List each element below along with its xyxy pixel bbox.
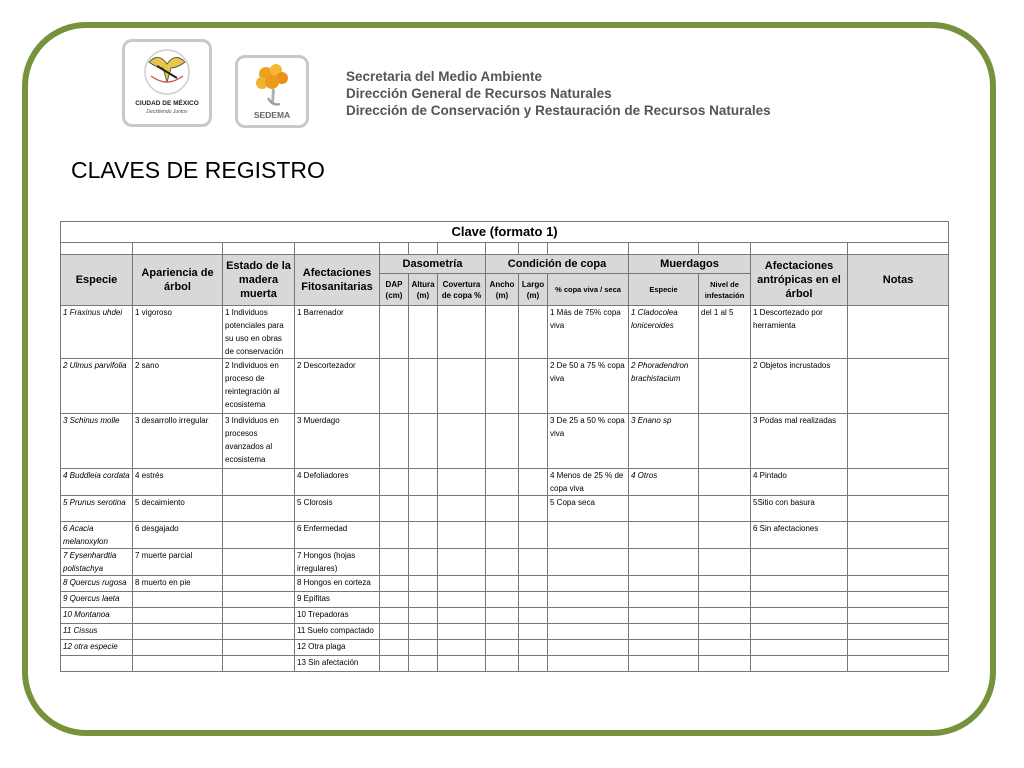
cell-afectacion-fitosanitaria: 6 Enfermedad	[295, 522, 380, 549]
header-notas: Notas	[848, 255, 949, 306]
cell-especie: 5 Prunus serotina	[61, 496, 133, 522]
cell-afectacion-antropica: 3 Podas mal realizadas	[751, 414, 848, 469]
table-row	[61, 640, 949, 656]
tree-icon	[238, 58, 306, 125]
table-row	[61, 624, 949, 640]
cell-apariencia: 6 desgajado	[133, 522, 223, 549]
cell-muerdago-especie	[629, 624, 699, 640]
cell-ancho	[486, 656, 519, 672]
cell-especie: 1 Fraxinus uhdei	[61, 306, 133, 359]
cell-largo	[519, 306, 548, 359]
cell-dap	[380, 522, 409, 549]
header-especie: Especie	[61, 255, 133, 306]
cdmx-logo-text: CIUDAD DE MÉXICO	[135, 100, 199, 107]
cell-ancho	[486, 608, 519, 624]
cell-muerdago-especie	[629, 496, 699, 522]
cell-dap	[380, 608, 409, 624]
cell-estado	[223, 656, 295, 672]
header-apariencia: Apariencia de árbol	[133, 255, 223, 306]
cell-notas	[848, 576, 949, 592]
cell-ancho	[486, 359, 519, 414]
table-row	[61, 592, 949, 608]
cell-dap	[380, 469, 409, 496]
cell-altura	[409, 656, 438, 672]
table-row	[61, 549, 949, 576]
cell-ancho	[486, 414, 519, 469]
cell-especie: 3 Schinus molle	[61, 414, 133, 469]
cell-nivel-infestacion	[699, 496, 751, 522]
cell-apariencia: 7 muerte parcial	[133, 549, 223, 576]
cell-afectacion-fitosanitaria: 13 Sin afectación	[295, 656, 380, 672]
cell-estado	[223, 608, 295, 624]
cell-notas	[848, 414, 949, 469]
header-muerdago-especie: Especie	[629, 274, 699, 306]
table-row	[61, 414, 949, 469]
cell-nivel-infestacion	[699, 576, 751, 592]
cell-largo	[519, 624, 548, 640]
cell-afectacion-antropica	[751, 549, 848, 576]
cell-largo	[519, 656, 548, 672]
header-largo: Largo (m)	[519, 274, 548, 306]
cell-estado	[223, 640, 295, 656]
cell-notas	[848, 592, 949, 608]
cell-nivel-infestacion: del 1 al 5	[699, 306, 751, 359]
cell-muerdago-especie: 3 Enano sp	[629, 414, 699, 469]
cdmx-logo	[122, 39, 212, 127]
cell-altura	[409, 624, 438, 640]
sedema-logo	[235, 55, 309, 128]
cell-muerdago-especie	[629, 608, 699, 624]
cell-afectacion-antropica	[751, 656, 848, 672]
cell-cobertura	[438, 608, 486, 624]
table-caption: Clave (formato 1)	[61, 222, 949, 243]
cell-ancho	[486, 496, 519, 522]
cell-copa-viva	[548, 640, 629, 656]
cell-especie: 6 Acacia melanoxylon	[61, 522, 133, 549]
cell-notas	[848, 306, 949, 359]
cell-largo	[519, 549, 548, 576]
cell-apariencia: 5 decaimiento	[133, 496, 223, 522]
cell-apariencia	[133, 608, 223, 624]
cell-estado: 2 Individuos en proceso de reintegración al ecosistema	[223, 359, 295, 414]
cell-apariencia: 1 vigoroso	[133, 306, 223, 359]
cell-altura	[409, 522, 438, 549]
cell-estado: 3 Individuos en procesos avanzados al ecosistema	[223, 414, 295, 469]
table-row	[61, 608, 949, 624]
cell-notas	[848, 656, 949, 672]
cell-estado	[223, 522, 295, 549]
cell-altura	[409, 640, 438, 656]
cell-dap	[380, 414, 409, 469]
page-title: CLAVES DE REGISTRO	[71, 157, 325, 183]
cell-notas	[848, 549, 949, 576]
cell-dap	[380, 576, 409, 592]
cell-ancho	[486, 306, 519, 359]
cell-copa-viva: 3 De 25 a 50 % copa viva	[548, 414, 629, 469]
cell-altura	[409, 576, 438, 592]
cell-notas	[848, 522, 949, 549]
cell-afectacion-antropica	[751, 576, 848, 592]
cell-largo	[519, 592, 548, 608]
cell-cobertura	[438, 469, 486, 496]
cell-copa-viva	[548, 522, 629, 549]
cell-nivel-infestacion	[699, 414, 751, 469]
cell-ancho	[486, 624, 519, 640]
cell-afectacion-antropica: 2 Objetos incrustados	[751, 359, 848, 414]
cell-nivel-infestacion	[699, 359, 751, 414]
cell-nivel-infestacion	[699, 640, 751, 656]
header-dap: DAP (cm)	[380, 274, 409, 306]
header-dasometria: Dasometría	[380, 255, 486, 274]
cell-muerdago-especie: 4 Otros	[629, 469, 699, 496]
cell-ancho	[486, 522, 519, 549]
cell-dap	[380, 306, 409, 359]
cell-apariencia: 2 sano	[133, 359, 223, 414]
table-row	[61, 359, 949, 414]
cell-altura	[409, 592, 438, 608]
cell-nivel-infestacion	[699, 624, 751, 640]
cell-afectacion-fitosanitaria: 7 Hongos (hojas irregulares)	[295, 549, 380, 576]
cell-especie: 12 otra especie	[61, 640, 133, 656]
cdmx-logo-slogan: Decidiendo Juntos	[146, 109, 188, 115]
cell-nivel-infestacion	[699, 608, 751, 624]
cell-muerdago-especie	[629, 549, 699, 576]
cell-nivel-infestacion	[699, 656, 751, 672]
cell-copa-viva	[548, 624, 629, 640]
cell-afectacion-fitosanitaria: 11 Suelo compactado	[295, 624, 380, 640]
cell-copa-viva	[548, 549, 629, 576]
cell-afectacion-fitosanitaria: 10 Trepadoras	[295, 608, 380, 624]
blank-row	[61, 243, 949, 255]
cell-apariencia: 8 muerto en pie	[133, 576, 223, 592]
cell-altura	[409, 608, 438, 624]
cell-largo	[519, 640, 548, 656]
cell-afectacion-fitosanitaria: 2 Descortezador	[295, 359, 380, 414]
cell-notas	[848, 496, 949, 522]
cell-nivel-infestacion	[699, 549, 751, 576]
cell-especie: 11 Cissus	[61, 624, 133, 640]
cell-copa-viva: 2 De 50 a 75 % copa viva	[548, 359, 629, 414]
cell-copa-viva	[548, 608, 629, 624]
cell-largo	[519, 608, 548, 624]
cell-afectacion-antropica	[751, 608, 848, 624]
cell-nivel-infestacion	[699, 592, 751, 608]
cell-afectacion-fitosanitaria: 8 Hongos en corteza	[295, 576, 380, 592]
cell-muerdago-especie	[629, 656, 699, 672]
table-row	[61, 496, 949, 522]
table-row	[61, 576, 949, 592]
header-muerdagos: Muerdagos	[629, 255, 751, 274]
cell-muerdago-especie	[629, 576, 699, 592]
cdmx-emblem-icon	[125, 42, 209, 124]
cell-notas	[848, 359, 949, 414]
table-row	[61, 522, 949, 549]
institution-header	[346, 68, 771, 119]
cell-afectacion-antropica	[751, 624, 848, 640]
cell-afectacion-fitosanitaria: 12 Otra plaga	[295, 640, 380, 656]
cell-apariencia	[133, 592, 223, 608]
header-condicion-copa: Condición de copa	[486, 255, 629, 274]
cell-dap	[380, 592, 409, 608]
register-table	[60, 221, 949, 672]
table-row	[61, 469, 949, 496]
cell-apariencia	[133, 624, 223, 640]
cell-muerdago-especie: 1 Cladocolea loniceroides	[629, 306, 699, 359]
header-estado-madera: Estado de la madera muerta	[223, 255, 295, 306]
cell-afectacion-antropica: 6 Sin afectaciones	[751, 522, 848, 549]
cell-dap	[380, 656, 409, 672]
cell-estado	[223, 469, 295, 496]
cell-especie: 2 Ulmus parvifolia	[61, 359, 133, 414]
cell-cobertura	[438, 640, 486, 656]
cell-ancho	[486, 549, 519, 576]
cell-altura	[409, 496, 438, 522]
cell-copa-viva	[548, 592, 629, 608]
cell-especie	[61, 656, 133, 672]
cell-estado	[223, 624, 295, 640]
cell-cobertura	[438, 576, 486, 592]
cell-altura	[409, 549, 438, 576]
cell-copa-viva	[548, 656, 629, 672]
header-line-3: Dirección de Conservación y Restauración de Recursos Naturales	[346, 103, 771, 118]
cell-cobertura	[438, 414, 486, 469]
cell-estado	[223, 592, 295, 608]
cell-estado: 1 Individuos potenciales para su uso en obras de conservación	[223, 306, 295, 359]
cell-nivel-infestacion	[699, 522, 751, 549]
cell-estado	[223, 549, 295, 576]
cell-cobertura	[438, 549, 486, 576]
cell-afectacion-antropica	[751, 640, 848, 656]
cell-copa-viva	[548, 576, 629, 592]
cell-afectacion-antropica: 4 Pintado	[751, 469, 848, 496]
cell-copa-viva: 5 Copa seca	[548, 496, 629, 522]
cell-muerdago-especie	[629, 522, 699, 549]
cell-ancho	[486, 576, 519, 592]
header-copa-viva: % copa viva / seca	[548, 274, 629, 306]
cell-estado	[223, 576, 295, 592]
cell-afectacion-antropica: 5Sitio con basura	[751, 496, 848, 522]
header-nivel-infestacion: Nivel de infestación	[699, 274, 751, 306]
table-row	[61, 656, 949, 672]
cell-ancho	[486, 640, 519, 656]
register-table-container	[60, 221, 948, 672]
cell-afectacion-fitosanitaria: 3 Muerdago	[295, 414, 380, 469]
cell-apariencia: 3 desarrollo irregular	[133, 414, 223, 469]
cell-especie: 4 Buddleia cordata	[61, 469, 133, 496]
cell-dap	[380, 359, 409, 414]
cell-afectacion-fitosanitaria: 5 Clorosis	[295, 496, 380, 522]
cell-apariencia: 4 estrés	[133, 469, 223, 496]
cell-cobertura	[438, 359, 486, 414]
cell-afectacion-fitosanitaria: 4 Defoliadores	[295, 469, 380, 496]
cell-cobertura	[438, 656, 486, 672]
cell-dap	[380, 496, 409, 522]
cell-cobertura	[438, 624, 486, 640]
cell-altura	[409, 306, 438, 359]
cell-dap	[380, 549, 409, 576]
cell-notas	[848, 640, 949, 656]
cell-altura	[409, 414, 438, 469]
cell-altura	[409, 359, 438, 414]
cell-copa-viva: 1 Más de 75% copa viva	[548, 306, 629, 359]
cell-especie: 10 Montanoa	[61, 608, 133, 624]
sedema-logo-text: SEDEMA	[253, 110, 291, 120]
table-row	[61, 306, 949, 359]
header-line-2: Dirección General de Recursos Naturales	[346, 86, 612, 101]
cell-notas	[848, 608, 949, 624]
cell-cobertura	[438, 522, 486, 549]
header-line-1: Secretaria del Medio Ambiente	[346, 69, 543, 84]
cell-estado	[223, 496, 295, 522]
cell-largo	[519, 414, 548, 469]
cell-apariencia	[133, 640, 223, 656]
cell-largo	[519, 576, 548, 592]
cell-cobertura	[438, 592, 486, 608]
cell-nivel-infestacion	[699, 469, 751, 496]
cell-especie: 7 Eysenhardtia polistachya	[61, 549, 133, 576]
cell-largo	[519, 469, 548, 496]
header-ancho: Ancho (m)	[486, 274, 519, 306]
cell-largo	[519, 496, 548, 522]
cell-copa-viva: 4 Menos de 25 % de copa viva	[548, 469, 629, 496]
cell-muerdago-especie: 2 Phoradendron brachistacium	[629, 359, 699, 414]
cell-especie: 8 Quercus rugosa	[61, 576, 133, 592]
cell-ancho	[486, 469, 519, 496]
cell-ancho	[486, 592, 519, 608]
cell-largo	[519, 359, 548, 414]
cell-especie: 9 Quercus laeta	[61, 592, 133, 608]
cell-dap	[380, 624, 409, 640]
header-cobertura: Covertura de copa %	[438, 274, 486, 306]
cell-dap	[380, 640, 409, 656]
cell-cobertura	[438, 496, 486, 522]
cell-largo	[519, 522, 548, 549]
cell-afectacion-fitosanitaria: 9 Epifitas	[295, 592, 380, 608]
header-afectaciones-fitosanitarias: Afectaciones Fitosanitarias	[295, 255, 380, 306]
table-body	[61, 306, 949, 672]
cell-altura	[409, 469, 438, 496]
cell-cobertura	[438, 306, 486, 359]
cell-muerdago-especie	[629, 592, 699, 608]
cell-notas	[848, 624, 949, 640]
cell-notas	[848, 469, 949, 496]
header-afectaciones-antropicas: Afectaciones antrópicas en el árbol	[751, 255, 848, 306]
cell-afectacion-antropica: 1 Descortezado por herramienta	[751, 306, 848, 359]
header-altura: Altura (m)	[409, 274, 438, 306]
cell-afectacion-fitosanitaria: 1 Barrenador	[295, 306, 380, 359]
cell-afectacion-antropica	[751, 592, 848, 608]
cell-muerdago-especie	[629, 640, 699, 656]
cell-apariencia	[133, 656, 223, 672]
